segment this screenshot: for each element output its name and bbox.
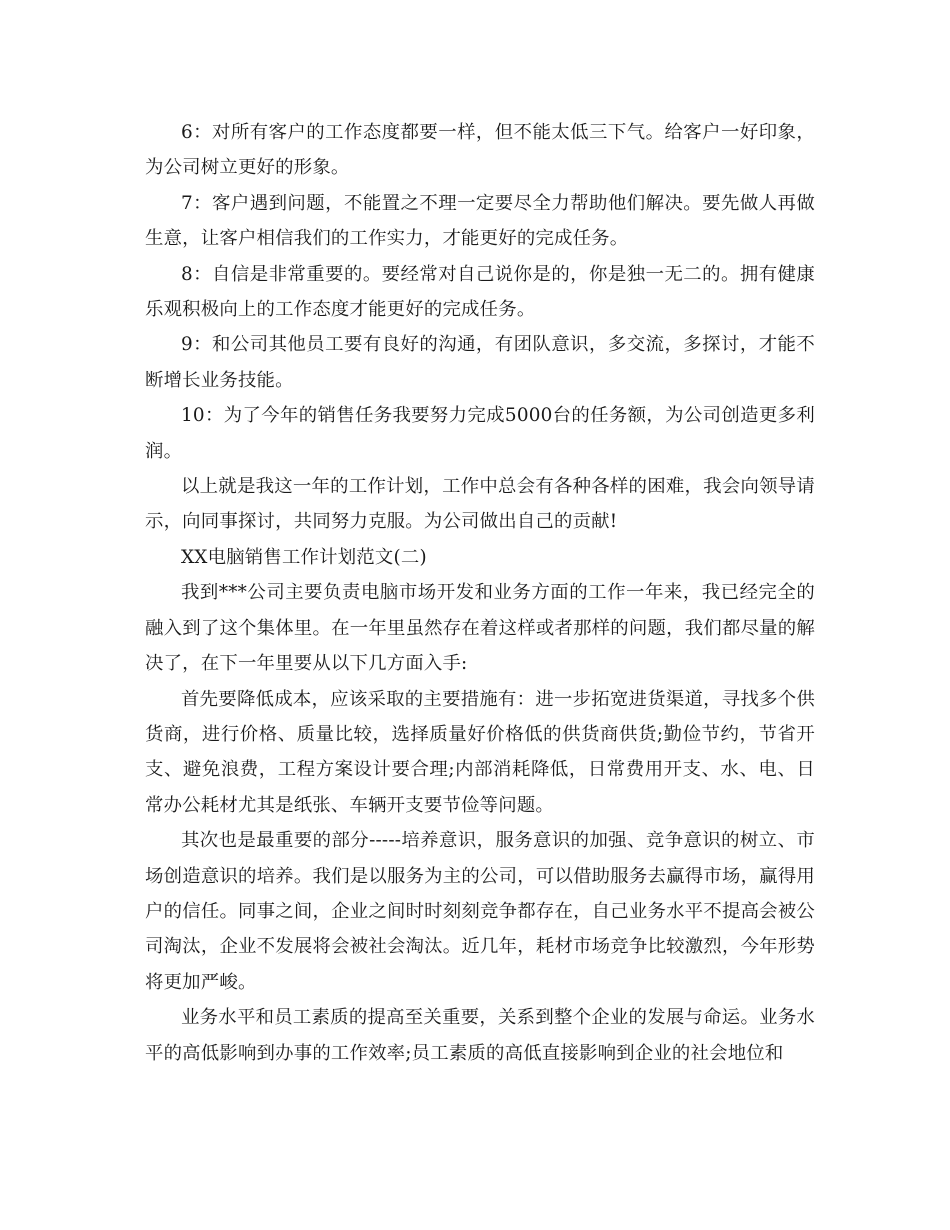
paragraph-awareness: 其次也是最重要的部分-----培养意识，服务意识的加强、竞争意识的树立、市场创造意识的培养。我们是以服务为主的公司，可以借助服务去赢得市场，赢得用户的信任。同事之间，企业之间时时刻刻竞争都存在，自己业务水平不提高会被公司淘汰，企业不发展将会被社会淘汰。近几年，耗材市场竞争比较激烈，今年形势将更加严峻。 xyxy=(145,830,815,993)
paragraph-item-6: 6：对所有客户的工作态度都要一样，但不能太低三下气。给客户一好印象，为公司树立更好的形象。 xyxy=(145,122,815,179)
paragraph-item-10: 10：为了今年的销售任务我要努力完成5000台的任务额，为公司创造更多利润。 xyxy=(145,405,815,462)
document-body xyxy=(145,115,815,1071)
paragraph-item-9: 9：和公司其他员工要有良好的沟通，有团队意识，多交流，多探讨，才能不断增长业务技能。 xyxy=(145,334,815,391)
paragraph-cost-reduction: 首先要降低成本，应该采取的主要措施有：进一步拓宽进货渠道，寻找多个供货商，进行价格、质量比较，选择质量好价格低的供货商供货;勤俭节约，节省开支、避免浪费，工程方案设计要合理;内部消耗降低，日常费用开支、水、电、日常办公耗材尤其是纸张、车辆开支要节俭等问题。 xyxy=(145,688,815,816)
paragraph-item-8: 8：自信是非常重要的。要经常对自己说你是的，你是独一无二的。拥有健康乐观积极向上的工作态度才能更好的完成任务。 xyxy=(145,263,815,321)
paragraph-summary: 以上就是我这一年的工作计划，工作中总会有各种各样的困难，我会向领导请示，向同事探讨，共同努力克服。为公司做出自己的贡献! xyxy=(145,476,815,533)
paragraph-intro: 我到***公司主要负责电脑市场开发和业务方面的工作一年来，我已经完全的融入到了这个集体里。在一年里虽然存在着这样或者那样的问题，我们都尽量的解决了，在下一年里要从以下几方面入手: xyxy=(145,582,815,675)
paragraph-item-7: 7：客户遇到问题，不能置之不理一定要尽全力帮助他们解决。要先做人再做生意，让客户相信我们的工作实力，才能更好的完成任务。 xyxy=(145,192,815,250)
section-heading: XX电脑销售工作计划范文(二) xyxy=(181,546,427,568)
paragraph-staff-quality: 业务水平和员工素质的提高至关重要，关系到整个企业的发展与命运。业务水平的高低影响到办事的工作效率;员工素质的高低直接影响到企业的社会地位和 xyxy=(145,1007,815,1064)
